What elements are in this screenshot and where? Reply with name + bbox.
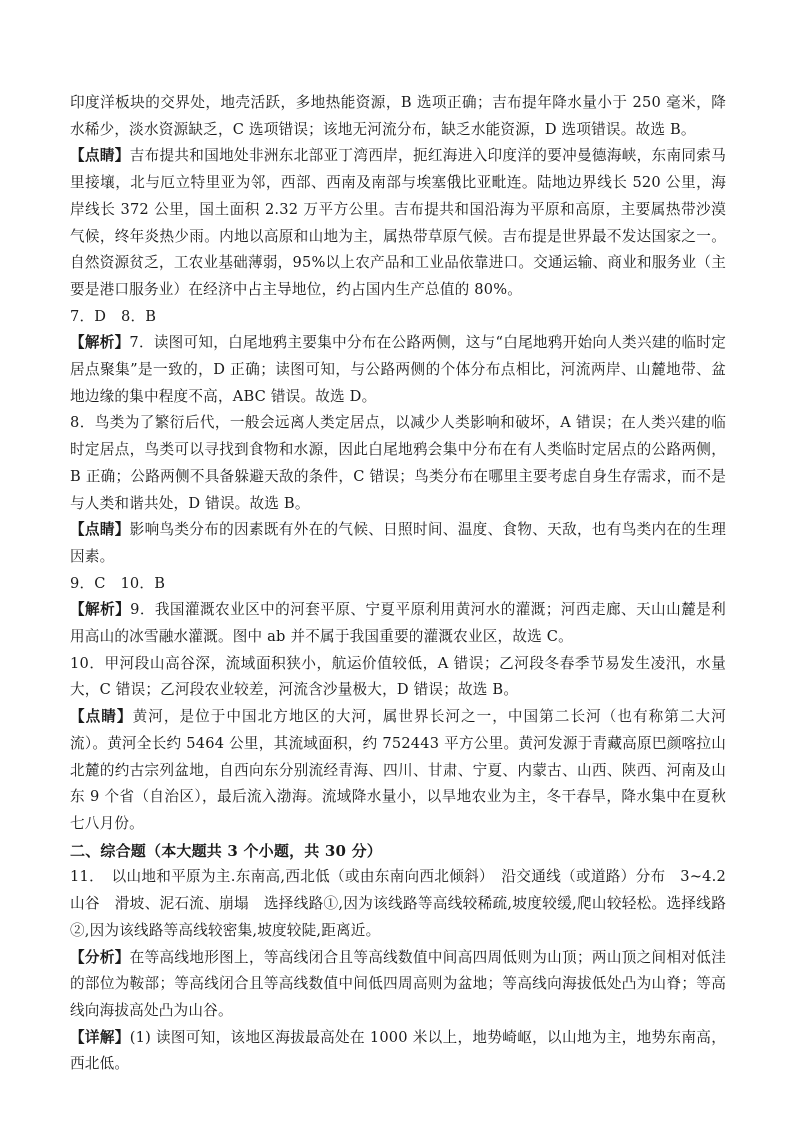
fenxi-tag: 【分析】 bbox=[70, 948, 130, 966]
note-djibouti: 【点睛】吉布提共和国地处非洲东北部亚丁湾西岸，扼红海进入印度洋的要冲曼德海峡，东南同索马里接壤，北与厄立特里亚为邻，西部、西南及南部与埃塞俄比亚毗连。陆地边界线长 520 公里，海岸线长 372 公里，国土面积 2.32 万平方公里。吉布提共和国沿海为平原和高原，主要属热带沙漠气候，终年炎热少雨。内地以高原和山地为主，属热带草原气候。吉布提是世界最不发达国家之一。自然资源贫乏，工农业基础薄弱，95%以上农产品和工业品依靠进口。交通运输、商业和服务业（主要是港口服务业）在经济中占主导地位，约占国内生产总值的 80%。 bbox=[70, 147, 726, 298]
analysis-9: 【解析】9．我国灌溉农业区中的河套平原、宁夏平原利用黄河水的灌溉；河西走廊、天山山麓是利用高山的冰雪融水灌溉。图中 ab 并不属于我国重要的灌溉农业区，故选 C。 bbox=[70, 601, 726, 646]
page-body bbox=[70, 90, 741, 1078]
section-2-heading: 二、综合题（本大题共 3 个小题，共 30 分） bbox=[70, 841, 383, 860]
fenxi-11: 【分析】在等高线地形图上，等高线闭合且等高线数值中间高四周低则为山顶；两山顶之间相对低洼的部位为鞍部；等高线闭合且等高线数值中间低四周高则为盆地；等高线向海拔低处凸为山脊；等高线向海拔高处凸为山谷。 bbox=[70, 948, 726, 1019]
analysis-tag: 【解析】 bbox=[70, 601, 131, 619]
answers-9-10: 9．C 10．B bbox=[70, 574, 166, 592]
analysis-tag: 【解析】 bbox=[70, 334, 130, 352]
answer-11: 11． 以山地和平原为主.东南高,西北低（或由东南向西北倾斜） 沿交通线（或道路）分布 3~4.2 山谷 滑坡、泥石流、崩塌 选择线路①,因为该线路等高线较稀疏,坡度较缓,爬山较轻松。选择线路②,因为该线路等高线较密集,坡度较陡,距离近。 bbox=[70, 868, 741, 939]
analysis-8: 8．鸟类为了繁衍后代，一般会远离人类定居点，以减少人类影响和破坏，A 错误；在人类兴建的临时定居点，鸟类可以寻找到食物和水源，因此白尾地鸦会集中分布在有人类临时定居点的公路两侧，B 正确；公路两侧不具备躲避天敌的条件，C 错误；鸟类分布在哪里主要考虑自身生存需求，而不是与人类和谐共处，D 错误。故选 B。 bbox=[70, 414, 726, 512]
answer6-analysis-cont: 印度洋板块的交界处，地壳活跃，多地热能资源，B 选项正确；吉布提年降水量小于 250 毫米，降水稀少，淡水资源缺乏，C 选项错误；该地无河流分布，缺乏水能资源，D 选项错误。故选 B。 bbox=[70, 94, 726, 138]
note-tag: 【点睛】 bbox=[70, 147, 130, 165]
analysis-7: 【解析】7．读图可知，白尾地鸦主要集中分布在公路两侧，这与“白尾地鸦开始向人类兴建的临时定居点聚集”是一致的，D 正确；读图可知，与公路两侧的个体分布点相比，河流两岸、山麓地带、盆地边缘的集中程度不高，ABC 错误。故选 D。 bbox=[70, 334, 726, 405]
note-birds: 【点睛】影响鸟类分布的因素既有外在的气候、日照时间、温度、食物、天敌，也有鸟类内在的生理因素。 bbox=[70, 521, 726, 565]
xiangjie-11: 【详解】(1) 读图可知，该地区海拔最高处在 1000 米以上，地势崎岖，以山地为主，地势东南高，西北低。 bbox=[70, 1028, 726, 1073]
note-yellow-river: 【点睛】黄河，是位于中国北方地区的大河，属世界长河之一，中国第二长河（也有称第二大河流）。黄河全长约 5464 公里，其流域面积，约 752443 平方公里。黄河发源于青藏高原巴颜喀拉山北麓的约古宗列盆地，自西向东分别流经青海、四川、甘肃、宁夏、内蒙古、山西、陕西、河南及山东 9 个省（自治区），最后流入渤海。流域降水量小，以旱地农业为主，冬干春旱，降水集中在夏秋七八月份。 bbox=[70, 708, 726, 832]
analysis-10: 10．甲河段山高谷深，流域面积狭小，航运价值较低，A 错误；乙河段冬春季节易发生凌汛，水量大，C 错误；乙河段农业较差，河流含沙量极大，D 错误；故选 B。 bbox=[70, 654, 726, 699]
note-tag: 【点睛】 bbox=[70, 708, 133, 726]
note-tag: 【点睛】 bbox=[70, 521, 130, 539]
answers-7-8: 7．D 8．B bbox=[70, 307, 157, 325]
xiangjie-tag: 【详解】 bbox=[70, 1028, 130, 1046]
